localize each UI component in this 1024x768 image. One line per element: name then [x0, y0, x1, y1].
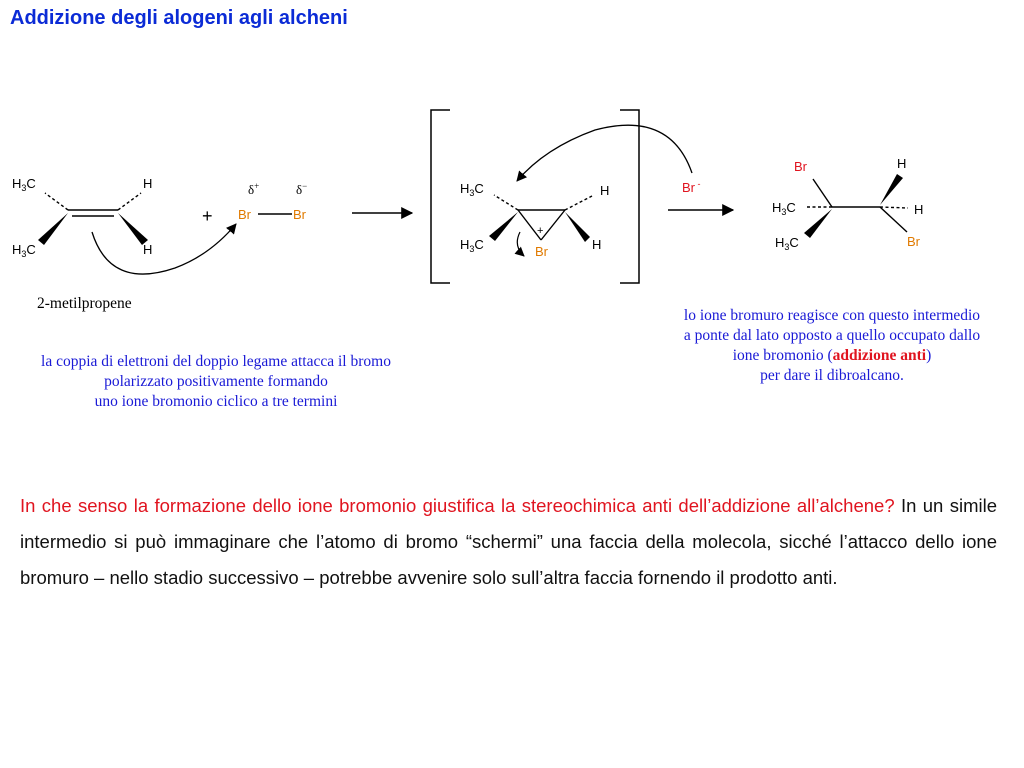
product-h-top-label: H [897, 156, 907, 171]
right-caption-line-1: lo ione bromuro reagisce con questo intermedio [683, 307, 981, 324]
alkene-name: 2-metilpropene [37, 295, 132, 312]
product-br-top-label: Br [794, 159, 807, 174]
left-caption-line-2: polarizzato positivamente formando [104, 373, 328, 390]
explanation-paragraph [20, 488, 997, 596]
paragraph-answer: In un simile intermedio si può immaginare che l’atomo di bromo “schermi” una faccia della molecola, sicché l’attacco dello ione bromuro – nello stadio successivo – potrebbe avvenire solo sull’altra faccia fornendo il prodotto anti. [20, 495, 997, 588]
alkene-h-bottom-label: H [143, 242, 153, 257]
alkene-h-top-label: H [143, 176, 153, 191]
alkene-ch3-top-label: $H_3C$ [12, 176, 36, 193]
alkene-ch3-bottom-label: $H_3C$ [12, 242, 36, 259]
delta-plus-label: δ+ [248, 181, 260, 197]
bromonium-br-label: Br [535, 244, 548, 259]
bromonium-charge: + [537, 225, 544, 237]
intermediate-h-top-label: H [600, 183, 610, 198]
right-caption-line-4: per dare il dibroalcano. [760, 367, 904, 384]
anti-addition-highlight: addizione anti [832, 347, 927, 364]
left-caption-line-3: uno ione bromonio ciclico a tre termini [94, 393, 338, 410]
page-title: Addizione degli alogeni agli alcheni [10, 7, 348, 29]
left-caption [0, 352, 432, 412]
bromide-attack-arrow [517, 125, 692, 181]
left-caption-line-1: la coppia di elettroni del doppio legame attacca il bromo [41, 353, 391, 370]
product-br-bottom-label: Br [907, 234, 920, 249]
right-bracket [620, 110, 639, 283]
product-ch3-top-label: $H_3C$ [772, 200, 796, 217]
plus-sign: + [202, 206, 213, 226]
intermediate-ch3-top-label: $H_3C$ [460, 181, 484, 198]
br-right-label: Br [293, 207, 306, 222]
right-caption [632, 306, 1024, 386]
bromine-molecule [238, 181, 307, 222]
dibromoalkane-product [772, 156, 923, 252]
paragraph-question: In che senso la formazione dello ione bromonio giustifica la stereochimica anti dell’addizione all’alchene? [20, 495, 895, 516]
product-ch3-bottom-label: $H_3C$ [775, 235, 799, 252]
right-caption-line-2: a ponte dal lato opposto a quello occupato dallo [683, 327, 981, 344]
product-h-right-label: H [914, 202, 924, 217]
bromonium-intermediate [431, 110, 639, 283]
right-caption-line-3: ione bromonio (addizione anti) [732, 347, 932, 364]
delta-minus-label: δ− [296, 181, 308, 197]
bromide-ion-label: Br - [682, 179, 701, 195]
electron-pair-curved-arrow [92, 224, 236, 274]
left-bracket [431, 110, 450, 283]
br-left-label: Br [238, 207, 251, 222]
intermediate-ch3-bottom-label: $H_3C$ [460, 237, 484, 254]
intermediate-h-bottom-label: H [592, 237, 602, 252]
bromonium-curved-arrow [517, 232, 524, 256]
